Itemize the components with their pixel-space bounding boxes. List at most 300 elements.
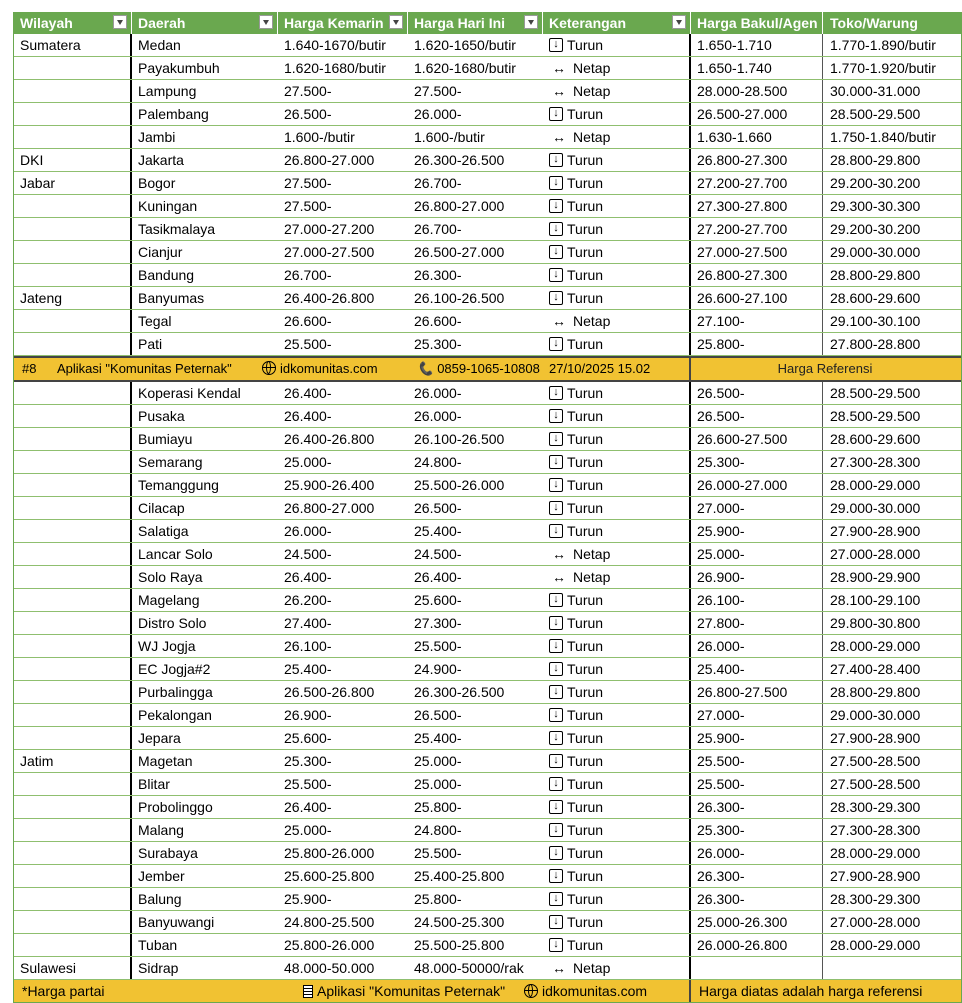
wilayah-cell[interactable] (14, 566, 132, 588)
keterangan-cell[interactable] (543, 727, 691, 749)
wilayah-cell[interactable] (14, 428, 132, 450)
wilayah-cell[interactable]: Sulawesi (14, 957, 132, 979)
wilayah-cell[interactable] (14, 635, 132, 657)
wilayah-cell[interactable] (14, 103, 132, 125)
daerah-cell[interactable]: Jambi (138, 129, 176, 145)
harga-kemarin-cell[interactable]: 25.000- (284, 822, 332, 838)
keterangan-cell[interactable] (543, 34, 691, 56)
toko-warung-cell[interactable]: 27.900-28.900 (830, 868, 921, 884)
harga-hari-ini-cell[interactable]: 26.100-26.500 (414, 431, 505, 447)
harga-kemarin-cell[interactable]: 27.500- (284, 175, 332, 191)
harga-hari-ini-cell[interactable]: 25.400-25.800 (414, 868, 505, 884)
harga-kemarin-cell[interactable]: 26.600- (284, 313, 332, 329)
keterangan-cell[interactable] (543, 934, 691, 956)
toko-warung-cell[interactable]: 29.000-30.000 (830, 707, 921, 723)
harga-bakul-cell[interactable]: 25.300- (691, 819, 823, 841)
wilayah-cell[interactable] (14, 264, 132, 286)
banner-website[interactable]: idkomunitas.com (262, 358, 378, 380)
keterangan-cell[interactable] (543, 218, 691, 240)
harga-hari-ini-cell[interactable]: 27.300- (414, 615, 462, 631)
keterangan-cell[interactable] (543, 103, 691, 125)
keterangan-cell[interactable] (543, 704, 691, 726)
keterangan-cell[interactable] (543, 57, 691, 79)
keterangan-cell[interactable] (543, 172, 691, 194)
toko-warung-cell[interactable]: 27.000-28.000 (830, 546, 921, 562)
harga-kemarin-cell[interactable]: 26.000- (284, 523, 332, 539)
toko-warung-cell[interactable]: 29.300-30.300 (830, 198, 921, 214)
daerah-cell[interactable]: Magelang (138, 592, 200, 608)
harga-bakul-cell[interactable]: 27.300-27.800 (691, 195, 823, 217)
daerah-cell[interactable]: Banyuwangi (138, 914, 215, 930)
toko-warung-cell[interactable]: 27.900-28.900 (830, 730, 921, 746)
harga-bakul-cell[interactable]: 26.900- (691, 566, 823, 588)
harga-bakul-cell[interactable]: 26.300- (691, 796, 823, 818)
harga-kemarin-cell[interactable]: 1.640-1670/butir (284, 37, 386, 53)
harga-kemarin-cell[interactable]: 27.000-27.200 (284, 221, 375, 237)
wilayah-cell[interactable] (14, 934, 132, 956)
toko-warung-cell[interactable]: 29.800-30.800 (830, 615, 921, 631)
harga-hari-ini-cell[interactable]: 24.800- (414, 822, 462, 838)
harga-kemarin-cell[interactable]: 26.400-26.800 (284, 431, 375, 447)
harga-kemarin-cell[interactable]: 26.900- (284, 707, 332, 723)
daerah-cell[interactable]: Distro Solo (138, 615, 207, 631)
harga-kemarin-cell[interactable]: 26.400- (284, 385, 332, 401)
harga-bakul-cell[interactable]: 26.000-26.800 (691, 934, 823, 956)
harga-kemarin-cell[interactable]: 27.500- (284, 198, 332, 214)
daerah-cell[interactable]: Bumiayu (138, 431, 193, 447)
harga-bakul-cell[interactable]: 26.300- (691, 888, 823, 910)
harga-kemarin-cell[interactable]: 26.800-27.000 (284, 500, 375, 516)
harga-kemarin-cell[interactable]: 26.700- (284, 267, 332, 283)
harga-bakul-cell[interactable]: 1.650-1.740 (691, 57, 823, 79)
toko-warung-cell[interactable]: 28.800-29.800 (830, 267, 921, 283)
harga-bakul-cell[interactable]: 26.800-27.300 (691, 264, 823, 286)
wilayah-cell[interactable] (14, 589, 132, 611)
harga-hari-ini-cell[interactable]: 25.400- (414, 730, 462, 746)
harga-hari-ini-cell[interactable]: 26.000- (414, 408, 462, 424)
harga-bakul-cell[interactable]: 26.800-27.500 (691, 681, 823, 703)
table-body-top (14, 34, 961, 356)
harga-kemarin-cell[interactable]: 1.620-1680/butir (284, 60, 386, 76)
keterangan-cell[interactable] (543, 566, 691, 588)
harga-hari-ini-cell[interactable]: 26.000- (414, 385, 462, 401)
status-label: Turun (567, 244, 604, 260)
wilayah-cell[interactable]: DKI (14, 149, 132, 171)
toko-warung-cell[interactable]: 27.500-28.500 (830, 753, 921, 769)
keterangan-cell[interactable] (543, 264, 691, 286)
wilayah-cell[interactable] (14, 474, 132, 496)
harga-kemarin-cell[interactable]: 48.000-50.000 (284, 960, 375, 976)
harga-hari-ini-cell[interactable]: 25.500-26.000 (414, 477, 505, 493)
daerah-cell[interactable]: Jepara (138, 730, 181, 746)
harga-bakul-cell[interactable]: 27.200-27.700 (691, 218, 823, 240)
daerah-cell[interactable]: Pekalongan (138, 707, 212, 723)
wilayah-cell[interactable] (14, 612, 132, 634)
keterangan-cell[interactable] (543, 635, 691, 657)
keterangan-cell[interactable] (543, 819, 691, 841)
daerah-cell[interactable]: WJ Jogja (138, 638, 196, 654)
harga-bakul-cell[interactable]: 26.000- (691, 842, 823, 864)
table-row (14, 405, 961, 428)
harga-hari-ini-cell[interactable]: 26.500- (414, 500, 462, 516)
harga-kemarin-cell[interactable]: 1.600-/butir (284, 129, 355, 145)
keterangan-cell[interactable] (543, 382, 691, 404)
keterangan-cell[interactable] (543, 612, 691, 634)
daerah-cell[interactable]: Solo Raya (138, 569, 203, 585)
daerah-cell[interactable]: Salatiga (138, 523, 189, 539)
wilayah-cell[interactable] (14, 520, 132, 542)
daerah-cell[interactable]: Blitar (138, 776, 170, 792)
harga-hari-ini-cell[interactable]: 48.000-50000/rak (414, 960, 524, 976)
wilayah-cell[interactable] (14, 543, 132, 565)
keterangan-cell[interactable] (543, 474, 691, 496)
daerah-cell[interactable]: Pusaka (138, 408, 185, 424)
daerah-cell[interactable]: Jakarta (138, 152, 184, 168)
harga-kemarin-cell[interactable]: 26.400-26.800 (284, 290, 375, 306)
toko-warung-cell[interactable]: 28.600-29.600 (830, 290, 921, 306)
harga-hari-ini-cell[interactable]: 26.500-27.000 (414, 244, 505, 260)
toko-warung-cell[interactable] (823, 957, 961, 979)
harga-hari-ini-cell[interactable]: 26.100-26.500 (414, 290, 505, 306)
harga-kemarin-cell[interactable]: 25.800-26.000 (284, 937, 375, 953)
daerah-cell[interactable]: Cianjur (138, 244, 183, 260)
wilayah-cell[interactable]: Sumatera (14, 34, 132, 56)
daerah-cell[interactable]: Koperasi Kendal (138, 385, 241, 401)
daerah-cell[interactable]: Balung (138, 891, 182, 907)
table-row (14, 287, 961, 310)
keterangan-cell[interactable] (543, 287, 691, 309)
harga-hari-ini-cell[interactable]: 26.700- (414, 221, 462, 237)
harga-bakul-cell[interactable]: 27.000- (691, 704, 823, 726)
toko-warung-cell[interactable]: 1.770-1.890/butir (830, 37, 936, 53)
daerah-cell[interactable]: Sidrap (138, 960, 179, 976)
harga-kemarin-cell[interactable]: 25.600-25.800 (284, 868, 375, 884)
daerah-cell[interactable]: Bandung (138, 267, 195, 283)
daerah-cell[interactable]: Magetan (138, 753, 193, 769)
harga-kemarin-cell[interactable]: 26.500- (284, 106, 332, 122)
price-table (13, 12, 962, 1003)
harga-kemarin-cell[interactable]: 26.400- (284, 569, 332, 585)
filter-dropdown-icon[interactable] (389, 15, 403, 29)
wilayah-cell[interactable]: Jabar (14, 172, 132, 194)
harga-kemarin-cell[interactable]: 25.900-26.400 (284, 477, 375, 493)
info-banner (14, 356, 961, 382)
harga-hari-ini-cell[interactable]: 24.800- (414, 454, 462, 470)
harga-bakul-cell[interactable]: 28.000-28.500 (691, 80, 823, 102)
toko-warung-cell[interactable]: 29.000-30.000 (830, 500, 921, 516)
harga-hari-ini-cell[interactable]: 26.300-26.500 (414, 684, 505, 700)
harga-hari-ini-cell[interactable]: 24.900- (414, 661, 462, 677)
daerah-cell[interactable]: Malang (138, 822, 184, 838)
toko-warung-cell[interactable]: 29.100-30.100 (830, 313, 921, 329)
wilayah-cell[interactable] (14, 241, 132, 263)
harga-bakul-cell[interactable]: 27.800- (691, 612, 823, 634)
keterangan-cell[interactable] (543, 543, 691, 565)
harga-bakul-cell[interactable]: 26.600-27.500 (691, 428, 823, 450)
wilayah-cell[interactable] (14, 865, 132, 887)
keterangan-cell[interactable] (543, 773, 691, 795)
harga-hari-ini-cell[interactable]: 27.500- (414, 83, 462, 99)
harga-bakul-cell[interactable]: 25.300- (691, 451, 823, 473)
harga-bakul-cell[interactable]: 25.500- (691, 773, 823, 795)
arrow-down-icon: ↓ (549, 892, 563, 906)
filter-dropdown-icon[interactable] (259, 15, 273, 29)
toko-warung-cell[interactable]: 28.600-29.600 (830, 431, 921, 447)
harga-kemarin-cell[interactable]: 25.800-26.000 (284, 845, 375, 861)
daerah-cell[interactable]: Semarang (138, 454, 203, 470)
harga-hari-ini-cell[interactable]: 26.500- (414, 707, 462, 723)
harga-hari-ini-cell[interactable]: 25.400- (414, 523, 462, 539)
header-cell: Harga Kemarin (278, 12, 408, 34)
toko-warung-cell[interactable]: 28.300-29.300 (830, 891, 921, 907)
keterangan-cell[interactable] (543, 681, 691, 703)
keterangan-cell[interactable] (543, 126, 691, 148)
wilayah-cell[interactable] (14, 382, 132, 404)
daerah-cell[interactable]: Surabaya (138, 845, 198, 861)
harga-hari-ini-cell[interactable]: 1.600-/butir (414, 129, 485, 145)
keterangan-cell[interactable] (543, 888, 691, 910)
keterangan-cell[interactable] (543, 842, 691, 864)
filter-dropdown-icon[interactable] (113, 15, 127, 29)
wilayah-cell[interactable] (14, 310, 132, 332)
harga-hari-ini-cell[interactable]: 26.300- (414, 267, 462, 283)
keterangan-cell[interactable] (543, 589, 691, 611)
harga-bakul-cell[interactable]: 25.800- (691, 333, 823, 355)
wilayah-cell[interactable] (14, 796, 132, 818)
wilayah-cell[interactable]: Jatim (14, 750, 132, 772)
keterangan-cell[interactable] (543, 149, 691, 171)
daerah-cell[interactable]: Temanggung (138, 477, 219, 493)
harga-kemarin-cell[interactable]: 25.300- (284, 753, 332, 769)
keterangan-cell[interactable] (543, 80, 691, 102)
filter-dropdown-icon[interactable] (672, 15, 686, 29)
harga-bakul-cell[interactable]: 27.000- (691, 497, 823, 519)
daerah-cell[interactable]: Pati (138, 336, 163, 352)
harga-bakul-cell[interactable]: 26.500- (691, 405, 823, 427)
wilayah-cell[interactable] (14, 333, 132, 355)
keterangan-cell[interactable] (543, 497, 691, 519)
keterangan-cell[interactable] (543, 241, 691, 263)
harga-kemarin-cell[interactable]: 25.900- (284, 891, 332, 907)
keterangan-cell[interactable] (543, 865, 691, 887)
toko-warung-cell[interactable]: 27.900-28.900 (830, 523, 921, 539)
harga-hari-ini-cell[interactable]: 26.700- (414, 175, 462, 191)
harga-kemarin-cell[interactable]: 25.400- (284, 661, 332, 677)
harga-kemarin-cell[interactable]: 26.100- (284, 638, 332, 654)
keterangan-cell[interactable] (543, 310, 691, 332)
harga-kemarin-cell[interactable]: 26.800-27.000 (284, 152, 375, 168)
wilayah-cell[interactable] (14, 405, 132, 427)
keterangan-cell[interactable] (543, 796, 691, 818)
harga-bakul-cell[interactable]: 25.400- (691, 658, 823, 680)
wilayah-cell[interactable] (14, 658, 132, 680)
wilayah-cell[interactable] (14, 704, 132, 726)
footer-website[interactable]: idkomunitas.com (524, 980, 647, 1002)
daerah-cell[interactable]: Medan (138, 37, 181, 53)
toko-warung-cell[interactable]: 29.000-30.000 (830, 244, 921, 260)
harga-kemarin-cell[interactable]: 27.500- (284, 83, 332, 99)
harga-kemarin-cell[interactable]: 26.200- (284, 592, 332, 608)
harga-bakul-cell[interactable]: 25.000-26.300 (691, 911, 823, 933)
toko-warung-cell[interactable]: 27.500-28.500 (830, 776, 921, 792)
daerah-cell[interactable]: Kuningan (138, 198, 198, 214)
harga-hari-ini-cell[interactable]: 26.800-27.000 (414, 198, 505, 214)
toko-warung-cell[interactable]: 28.500-29.500 (830, 408, 921, 424)
harga-hari-ini-cell[interactable]: 25.800- (414, 799, 462, 815)
banner-phone[interactable]: 📞 0859-1065-10808 (417, 358, 540, 380)
status-label: Turun (567, 336, 604, 352)
keterangan-cell[interactable] (543, 957, 691, 979)
harga-bakul-cell[interactable]: 25.900- (691, 727, 823, 749)
harga-hari-ini-cell[interactable]: 25.600- (414, 592, 462, 608)
harga-kemarin-cell[interactable]: 27.400- (284, 615, 332, 631)
daerah-cell[interactable]: EC Jogja#2 (138, 661, 211, 677)
wilayah-cell[interactable] (14, 911, 132, 933)
toko-warung-cell[interactable]: 27.000-28.000 (830, 914, 921, 930)
daerah-cell[interactable]: Payakumbuh (138, 60, 220, 76)
keterangan-cell[interactable] (543, 750, 691, 772)
keterangan-cell[interactable] (543, 428, 691, 450)
toko-warung-cell[interactable]: 28.000-29.000 (830, 477, 921, 493)
harga-hari-ini-cell[interactable]: 25.500- (414, 845, 462, 861)
harga-hari-ini-cell[interactable]: 26.400- (414, 569, 462, 585)
keterangan-cell[interactable] (543, 520, 691, 542)
harga-hari-ini-cell[interactable]: 26.300-26.500 (414, 152, 505, 168)
harga-hari-ini-cell[interactable]: 25.500-25.800 (414, 937, 505, 953)
harga-hari-ini-cell[interactable]: 25.000- (414, 753, 462, 769)
harga-bakul-cell[interactable]: 27.200-27.700 (691, 172, 823, 194)
wilayah-cell[interactable] (14, 497, 132, 519)
harga-kemarin-cell[interactable]: 24.500- (284, 546, 332, 562)
toko-warung-cell[interactable]: 27.300-28.300 (830, 454, 921, 470)
harga-bakul-cell[interactable]: 26.000-27.000 (691, 474, 823, 496)
banner-info (14, 358, 691, 380)
harga-kemarin-cell[interactable]: 26.400- (284, 408, 332, 424)
toko-warung-cell[interactable]: 1.770-1.920/butir (830, 60, 936, 76)
harga-hari-ini-cell[interactable]: 1.620-1650/butir (414, 37, 516, 53)
daerah-cell[interactable]: Tuban (138, 937, 178, 953)
toko-warung-cell[interactable]: 27.400-28.400 (830, 661, 921, 677)
wilayah-cell[interactable] (14, 218, 132, 240)
harga-bakul-cell[interactable]: 26.600-27.100 (691, 287, 823, 309)
harga-bakul-cell[interactable]: 27.100- (691, 310, 823, 332)
wilayah-cell[interactable] (14, 126, 132, 148)
harga-hari-ini-cell[interactable]: 25.500- (414, 638, 462, 654)
filter-dropdown-icon[interactable] (524, 15, 538, 29)
harga-bakul-cell[interactable]: 26.100- (691, 589, 823, 611)
keterangan-cell[interactable] (543, 405, 691, 427)
harga-hari-ini-cell[interactable]: 26.600- (414, 313, 462, 329)
keterangan-cell[interactable] (543, 333, 691, 355)
harga-kemarin-cell[interactable]: 25.600- (284, 730, 332, 746)
keterangan-cell[interactable] (543, 658, 691, 680)
daerah-cell[interactable]: Jember (138, 868, 185, 884)
harga-hari-ini-cell[interactable]: 25.000- (414, 776, 462, 792)
harga-bakul-cell[interactable]: 25.000- (691, 543, 823, 565)
daerah-cell[interactable]: Purbalingga (138, 684, 213, 700)
wilayah-cell[interactable] (14, 773, 132, 795)
toko-warung-cell[interactable]: 29.200-30.200 (830, 221, 921, 237)
harga-kemarin-cell[interactable]: 26.500-26.800 (284, 684, 375, 700)
table-row (14, 658, 961, 681)
daerah-cell[interactable]: Tasikmalaya (138, 221, 216, 237)
harga-bakul-cell[interactable]: 26.800-27.300 (691, 149, 823, 171)
daerah-cell[interactable]: Bogor (138, 175, 176, 191)
harga-bakul-cell[interactable]: 26.000- (691, 635, 823, 657)
toko-warung-cell[interactable]: 28.100-29.100 (830, 592, 921, 608)
harga-hari-ini-cell[interactable]: 25.800- (414, 891, 462, 907)
wilayah-cell[interactable] (14, 681, 132, 703)
harga-hari-ini-cell[interactable]: 26.000- (414, 106, 462, 122)
harga-bakul-cell[interactable]: 26.500- (691, 382, 823, 404)
daerah-cell[interactable]: Palembang (138, 106, 209, 122)
wilayah-cell[interactable] (14, 451, 132, 473)
toko-warung-cell[interactable]: 28.500-29.500 (830, 385, 921, 401)
harga-bakul-cell[interactable]: 1.650-1.710 (691, 34, 823, 56)
wilayah-cell[interactable]: Jateng (14, 287, 132, 309)
harga-kemarin-cell[interactable]: 24.800-25.500 (284, 914, 375, 930)
daerah-cell[interactable]: Probolinggo (138, 799, 213, 815)
wilayah-cell[interactable] (14, 195, 132, 217)
wilayah-cell[interactable] (14, 819, 132, 841)
wilayah-cell[interactable] (14, 727, 132, 749)
daerah-cell[interactable]: Lancar Solo (138, 546, 213, 562)
toko-warung-cell[interactable]: 28.300-29.300 (830, 799, 921, 815)
daerah-cell[interactable]: Cilacap (138, 500, 185, 516)
harga-kemarin-cell[interactable]: 25.500- (284, 776, 332, 792)
harga-bakul-cell[interactable]: 26.500-27.000 (691, 103, 823, 125)
keterangan-cell[interactable] (543, 195, 691, 217)
harga-kemarin-cell[interactable]: 25.000- (284, 454, 332, 470)
toko-warung-cell[interactable]: 27.800-28.800 (830, 336, 921, 352)
toko-warung-cell[interactable]: 27.300-28.300 (830, 822, 921, 838)
toko-warung-cell[interactable]: 28.800-29.800 (830, 684, 921, 700)
toko-warung-cell[interactable]: 28.000-29.000 (830, 845, 921, 861)
harga-hari-ini-cell[interactable]: 24.500- (414, 546, 462, 562)
toko-warung-cell[interactable]: 28.800-29.800 (830, 152, 921, 168)
keterangan-cell[interactable] (543, 451, 691, 473)
harga-bakul-cell[interactable]: 25.500- (691, 750, 823, 772)
harga-kemarin-cell[interactable]: 25.500- (284, 336, 332, 352)
harga-hari-ini-cell[interactable]: 25.300- (414, 336, 462, 352)
harga-kemarin-cell[interactable]: 27.000-27.500 (284, 244, 375, 260)
wilayah-cell[interactable] (14, 888, 132, 910)
harga-bakul-cell[interactable]: 26.300- (691, 865, 823, 887)
toko-warung-cell[interactable]: 28.000-29.000 (830, 937, 921, 953)
toko-warung-cell[interactable]: 1.750-1.840/butir (830, 129, 936, 145)
daerah-cell[interactable]: Tegal (138, 313, 172, 329)
harga-kemarin-cell[interactable]: 26.400- (284, 799, 332, 815)
harga-bakul-cell[interactable]: 27.000-27.500 (691, 241, 823, 263)
daerah-cell[interactable]: Lampung (138, 83, 197, 99)
wilayah-cell[interactable] (14, 57, 132, 79)
toko-warung-cell[interactable]: 28.500-29.500 (830, 106, 921, 122)
status-label: Turun (567, 845, 604, 861)
toko-warung-cell[interactable]: 29.200-30.200 (830, 175, 921, 191)
toko-warung-cell[interactable]: 28.000-29.000 (830, 638, 921, 654)
toko-warung-cell[interactable]: 30.000-31.000 (830, 83, 921, 99)
harga-bakul-cell[interactable] (691, 957, 823, 979)
harga-hari-ini-cell[interactable]: 1.620-1680/butir (414, 60, 516, 76)
toko-warung-cell[interactable]: 28.900-29.900 (830, 569, 921, 585)
harga-bakul-cell[interactable]: 25.900- (691, 520, 823, 542)
wilayah-cell[interactable] (14, 80, 132, 102)
keterangan-cell[interactable] (543, 911, 691, 933)
harga-bakul-cell[interactable]: 1.630-1.660 (691, 126, 823, 148)
harga-hari-ini-cell[interactable]: 24.500-25.300 (414, 914, 505, 930)
daerah-cell[interactable]: Banyumas (138, 290, 205, 306)
wilayah-cell[interactable] (14, 842, 132, 864)
